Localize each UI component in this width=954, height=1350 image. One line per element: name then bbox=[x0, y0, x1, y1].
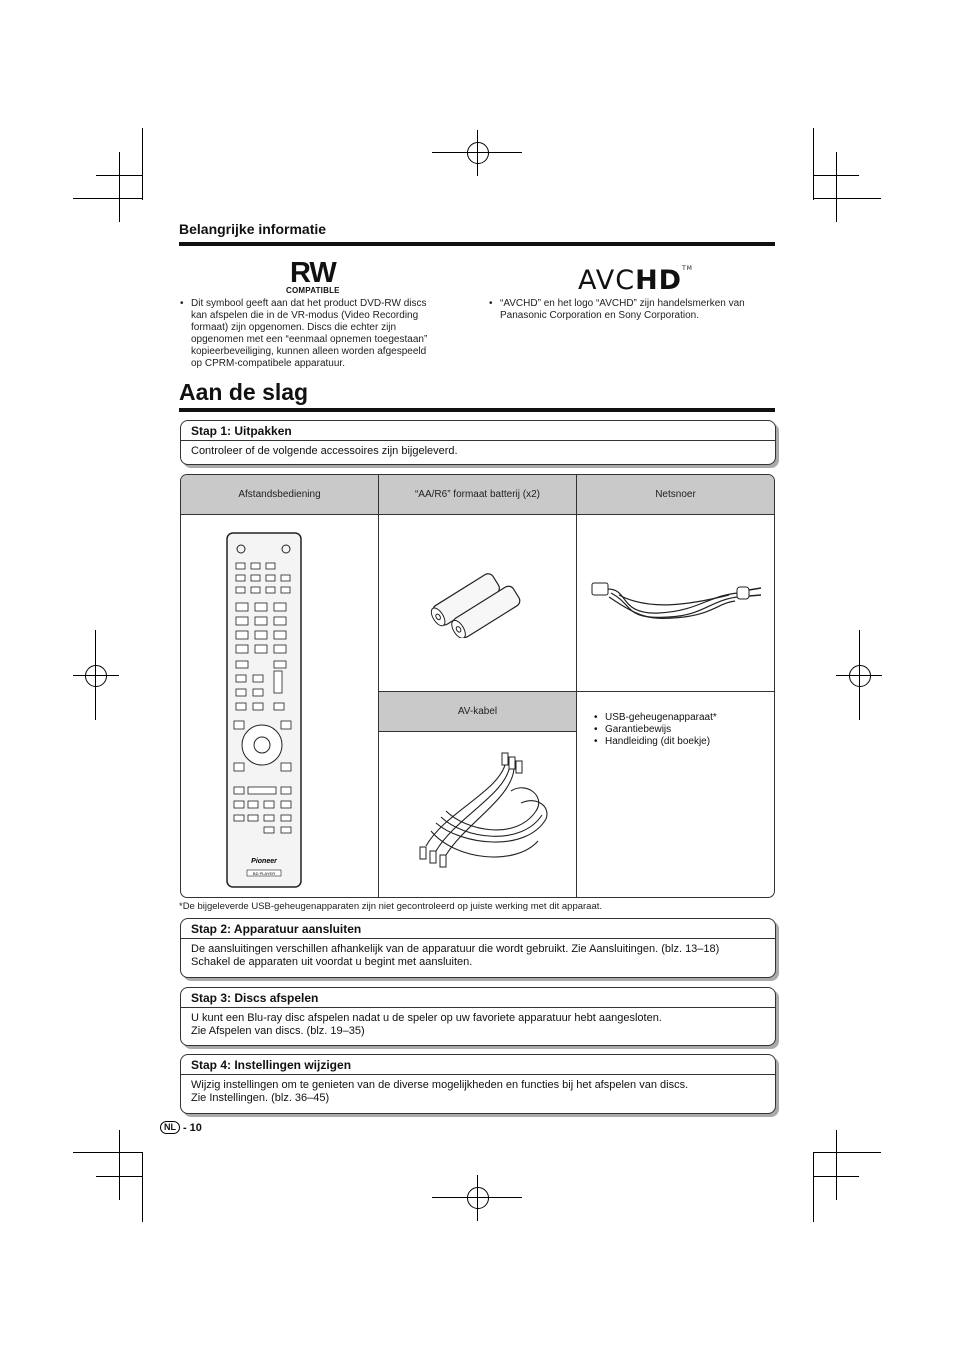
av-cable-image bbox=[406, 751, 551, 876]
batteries-image bbox=[421, 563, 531, 638]
list-item: • Garantiebewijs bbox=[594, 724, 672, 735]
heading-rule bbox=[179, 408, 775, 412]
col-power-cord-header: Netsnoer bbox=[577, 475, 774, 514]
list-item: • Handleiding (dit boekje) bbox=[594, 736, 711, 747]
step-4-text: Zie Instellingen. (blz. 36–45) bbox=[191, 1092, 330, 1104]
col-av-cable-header: AV-kabel bbox=[379, 692, 576, 731]
step-2-text: De aansluitingen verschillen afhankelijk van de apparatuur die wordt gebruikt. Zie Aansluitingen. (blz. 13–18) bbox=[191, 943, 720, 955]
section-title: Belangrijke informatie bbox=[179, 221, 327, 237]
step-3-box bbox=[180, 987, 776, 1046]
avchd-logo: AVCHD™ bbox=[578, 265, 693, 296]
step-4-text: Wijzig instellingen om te genieten van de diverse mogelijkheden en functies bij het afspelen van discs. bbox=[191, 1079, 689, 1091]
step-2-title: Stap 2: Apparatuur aansluiten bbox=[181, 919, 775, 939]
step-2-text: Schakel de apparaten uit voordat u begint met aansluiten. bbox=[191, 956, 473, 968]
footnote: *De bijgeleverde USB-geheugenapparaten zijn niet gecontroleerd op juiste werking met dit apparaat. bbox=[179, 901, 603, 912]
info-left-text: • Dit symbool geeft aan dat het product DVD-RW discs kan afspelen die in de VR-modus (Video Recording formaat) zijn opgenomen. Discs die echter zijn opgenomen met een “eenmaal opnemen toegestaan” kopieerbeveiliging, kunnen alleen worden afgespeeld op CPRM-compatibele apparatuur. bbox=[180, 298, 428, 369]
svg-text:BD PLAYER: BD PLAYER bbox=[252, 871, 276, 876]
step-1-text: Controleer of de volgende accessoires zijn bijgeleverd. bbox=[191, 445, 458, 457]
info-right-text: • “AVCHD” en het logo “AVCHD” zijn handelsmerken van Panasonic Corporation en Sony Corporation. bbox=[489, 298, 745, 321]
other-accessories-list bbox=[594, 712, 717, 748]
power-cord-image bbox=[589, 575, 764, 625]
step-3-text: Zie Afspelen van discs. (blz. 19–35) bbox=[191, 1025, 365, 1037]
remote-control-image bbox=[224, 531, 314, 891]
step-4-title: Stap 4: Instellingen wijzigen bbox=[181, 1055, 775, 1075]
list-item: • USB-geheugenapparaat* bbox=[594, 712, 717, 723]
accessories-table bbox=[180, 474, 775, 898]
section-rule bbox=[179, 242, 775, 246]
page-heading: Aan de slag bbox=[179, 379, 309, 405]
col-battery-header: “AA/R6” formaat batterij (x2) bbox=[379, 475, 576, 514]
step-1-box bbox=[180, 420, 776, 465]
page-number: NL - 10 bbox=[160, 1121, 202, 1134]
rw-compatible-logo: RW COMPATIBLE bbox=[286, 257, 340, 295]
step-4-box bbox=[180, 1054, 776, 1114]
language-badge: NL bbox=[160, 1121, 180, 1134]
step-2-box bbox=[180, 918, 776, 978]
step-1-title: Stap 1: Uitpakken bbox=[181, 421, 775, 441]
svg-text:Pioneer: Pioneer bbox=[251, 858, 277, 865]
step-3-text: U kunt een Blu-ray disc afspelen nadat u de speler op uw favoriete apparatuur hebt aangesloten. bbox=[191, 1012, 662, 1024]
step-3-title: Stap 3: Discs afspelen bbox=[181, 988, 775, 1008]
col-remote-header: Afstandsbediening bbox=[181, 475, 378, 514]
